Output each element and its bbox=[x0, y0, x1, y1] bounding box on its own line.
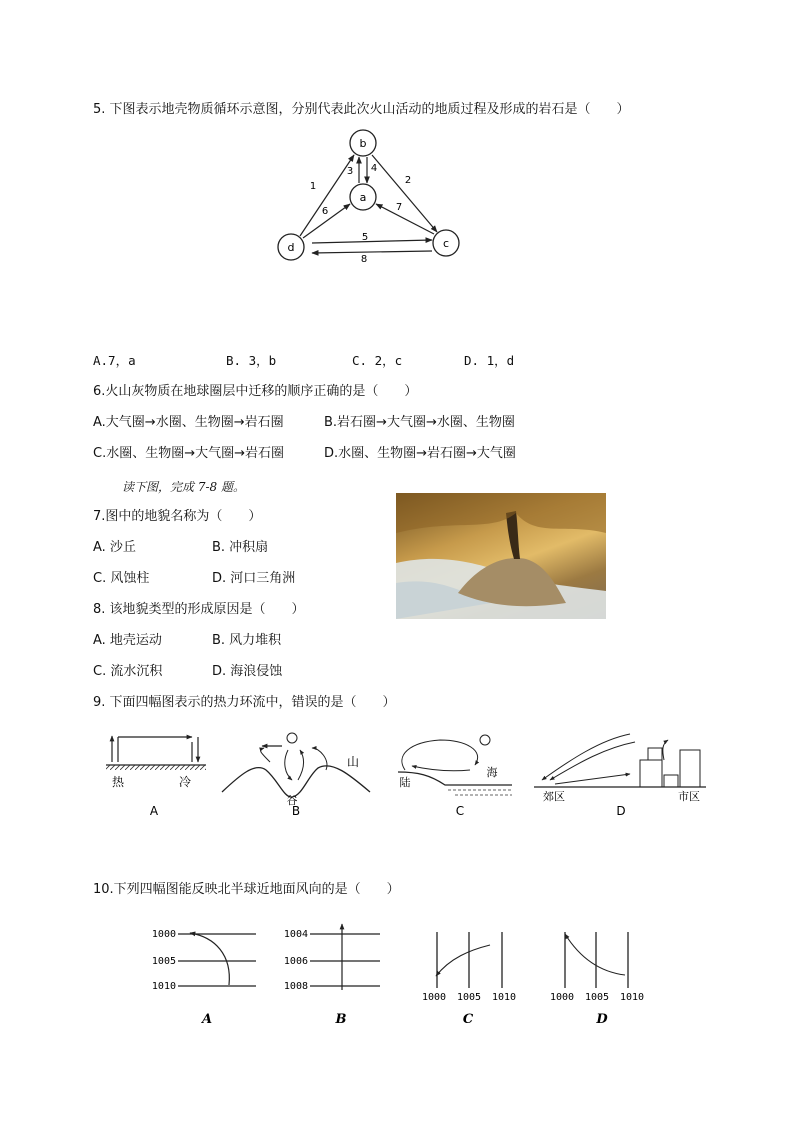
svg-text:热: 热 bbox=[111, 775, 125, 789]
svg-text:B: B bbox=[291, 804, 301, 818]
arrow-8 bbox=[312, 251, 432, 253]
svg-text:A: A bbox=[149, 804, 159, 818]
svg-text:1000: 1000 bbox=[151, 929, 176, 940]
q10-panel-a bbox=[152, 929, 256, 1027]
reading-instruction: 读下图，完成 7-8 题。 bbox=[122, 480, 245, 494]
q10-panel-d bbox=[550, 932, 644, 1027]
svg-text:D: D bbox=[596, 1012, 608, 1027]
svg-text:1005: 1005 bbox=[456, 992, 482, 1003]
svg-text:B: B bbox=[335, 1012, 347, 1027]
svg-text:冷: 冷 bbox=[178, 775, 192, 789]
node-b-label: b bbox=[359, 137, 367, 150]
svg-text:海: 海 bbox=[486, 766, 498, 779]
panel-b bbox=[222, 733, 370, 818]
q7-option-a[interactable]: A. 沙丘 bbox=[93, 540, 136, 555]
wind-direction-diagrams bbox=[148, 922, 658, 1028]
q9-stem: 9. 下面四幅图表示的热力环流中，错误的是（ ） bbox=[93, 695, 396, 710]
q7-option-d[interactable]: D. 河口三角洲 bbox=[212, 571, 296, 586]
svg-text:谷: 谷 bbox=[286, 794, 298, 807]
q7-stem: 7.图中的地貌名称为（ ） bbox=[93, 509, 262, 524]
arrow-2 bbox=[372, 155, 437, 232]
q6-option-b[interactable]: B.岩石圈→大气圈→水圈、生物圈 bbox=[324, 415, 515, 430]
svg-text:1010: 1010 bbox=[151, 981, 176, 992]
q10-panel-c bbox=[422, 932, 516, 1027]
svg-text:6: 6 bbox=[321, 206, 329, 217]
panel-d bbox=[534, 734, 706, 818]
svg-text:3: 3 bbox=[346, 166, 354, 177]
svg-text:1006: 1006 bbox=[283, 956, 308, 967]
q5-option-a[interactable]: A.7，a bbox=[93, 353, 136, 368]
heat-circulation-diagrams bbox=[96, 724, 708, 818]
q8-option-d[interactable]: D. 海浪侵蚀 bbox=[212, 664, 283, 679]
svg-text:C: C bbox=[462, 1012, 474, 1027]
q8-option-a[interactable]: A. 地壳运动 bbox=[93, 633, 162, 648]
q8-option-c[interactable]: C. 流水沉积 bbox=[93, 664, 163, 679]
alluvial-fan-photo bbox=[396, 493, 606, 619]
q5-option-c[interactable]: C. 2，c bbox=[352, 353, 403, 368]
q8-option-b[interactable]: B. 风力堆积 bbox=[212, 633, 282, 648]
node-d-label: d bbox=[287, 241, 295, 254]
q6-option-a[interactable]: A.大气圈→水圈、生物圈→岩石圈 bbox=[93, 415, 284, 430]
svg-text:1: 1 bbox=[309, 181, 317, 192]
svg-text:山: 山 bbox=[346, 755, 360, 769]
svg-text:1008: 1008 bbox=[283, 981, 308, 992]
svg-text:1004: 1004 bbox=[283, 929, 308, 940]
svg-text:C: C bbox=[455, 804, 465, 818]
node-c-label: c bbox=[442, 237, 450, 250]
svg-text:郊区: 郊区 bbox=[543, 790, 565, 803]
svg-text:1000: 1000 bbox=[549, 992, 575, 1003]
q6-option-c[interactable]: C.水圈、生物圈→大气圈→岩石圈 bbox=[93, 446, 284, 461]
svg-text:陆: 陆 bbox=[399, 776, 411, 789]
q5-stem: 5. 下图表示地壳物质循环示意图，分别代表此次火山活动的地质过程及形成的岩石是（ ） bbox=[93, 102, 630, 117]
svg-text:8: 8 bbox=[360, 254, 368, 262]
svg-text:5: 5 bbox=[361, 232, 369, 243]
svg-text:D: D bbox=[616, 804, 626, 818]
svg-text:A: A bbox=[201, 1012, 213, 1027]
panel-a bbox=[106, 736, 206, 818]
q5-option-b[interactable]: B. 3，b bbox=[226, 353, 277, 368]
svg-text:1010: 1010 bbox=[491, 992, 517, 1003]
q10-panel-b bbox=[284, 924, 380, 1027]
svg-text:1000: 1000 bbox=[421, 992, 447, 1003]
q6-option-d[interactable]: D.水圈、生物圈→岩石圈→大气圈 bbox=[324, 446, 516, 461]
q5-option-d[interactable]: D. 1，d bbox=[464, 353, 515, 368]
svg-text:1010: 1010 bbox=[619, 992, 645, 1003]
q10-stem: 10.下列四幅图能反映北半球近地面风向的是（ ） bbox=[93, 882, 400, 897]
svg-text:1005: 1005 bbox=[151, 956, 176, 967]
svg-text:7: 7 bbox=[395, 202, 403, 213]
panel-c bbox=[398, 735, 512, 818]
rock-cycle-diagram bbox=[270, 128, 470, 262]
svg-text:市区: 市区 bbox=[678, 790, 700, 803]
svg-text:2: 2 bbox=[404, 175, 412, 186]
svg-text:4: 4 bbox=[370, 163, 378, 174]
q7-option-c[interactable]: C. 风蚀柱 bbox=[93, 571, 150, 586]
q7-option-b[interactable]: B. 冲积扇 bbox=[212, 540, 269, 555]
svg-text:1005: 1005 bbox=[584, 992, 610, 1003]
q6-stem: 6.火山灰物质在地球圈层中迁移的顺序正确的是（ ） bbox=[93, 384, 418, 399]
q8-stem: 8. 该地貌类型的形成原因是（ ） bbox=[93, 602, 305, 617]
arrow-5 bbox=[312, 240, 432, 243]
node-a-label: a bbox=[359, 191, 367, 204]
